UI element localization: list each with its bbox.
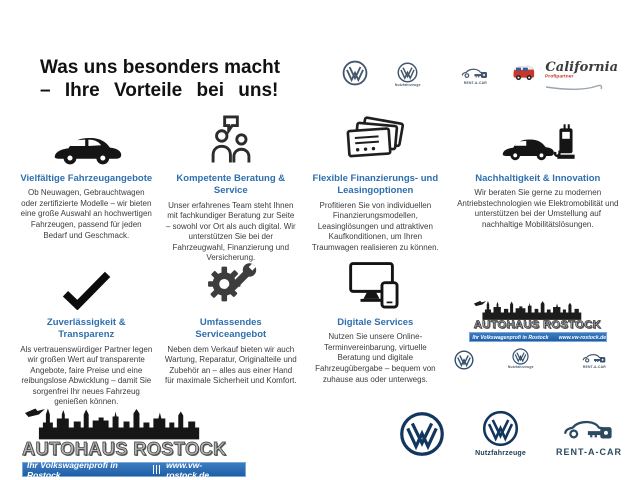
feature-title: Umfassendes Serviceangebot	[195, 317, 267, 341]
feature-title: Digitale Services	[337, 317, 414, 328]
rostock-skyline-icon	[22, 397, 236, 440]
vw-roundel-icon	[397, 62, 418, 83]
vw-logo-header	[342, 60, 368, 86]
rentacar-caption: RENT-A-CAR	[583, 365, 607, 369]
rentacar-logo-footer	[556, 417, 622, 457]
nutzfahrzeuge-caption: Nutzfahrzeuge	[507, 365, 534, 369]
feature-title: Zuverlässigkeit & Transparenz	[46, 317, 126, 341]
vw-nutzfahrzeuge-logo-header	[377, 60, 439, 88]
header-logo-strip	[342, 60, 618, 96]
vw-roundel-icon	[482, 410, 519, 447]
autohaus-brand-block	[452, 256, 624, 408]
nutzfahrzeuge-caption: Nutzfahrzeuge	[394, 83, 421, 87]
vw-logo-mini	[454, 350, 474, 370]
feature-text: Unser erfahrenes Team steht Ihnen mit fachkundiger Beratung zur Seite – sowohl vor Ort als auch digital. Wir unterstützen Sie bei der Fahrzeugwahl, Finanzierung und Versicherung.	[165, 200, 296, 263]
rentacar-logo-mini	[567, 352, 622, 370]
consultation-icon	[165, 112, 298, 166]
feature-title: Flexible Finanzierungs- und Leasingoptionen	[312, 173, 439, 197]
vw-roundel-icon	[399, 411, 445, 457]
tagline-text: Ihr Volkswagenprofi in Rostock	[472, 334, 549, 340]
digital-devices-icon	[309, 256, 442, 310]
rent-a-car-icon	[560, 417, 618, 443]
swoosh-icon	[545, 83, 607, 92]
feature-title: Vielfältige Fahrzeugangebote	[20, 173, 153, 184]
feature-text: Wir beraten Sie gerne zu modernen Antriebstechnologien wie Elektromobilität und unterstützen bei der Umstellung auf nachhaltige Mobilitätslösungen.	[457, 188, 619, 229]
tagline-text: Ihr Volkswagenprofi in Rostock	[27, 459, 118, 480]
vw-roundel-icon	[454, 350, 474, 370]
gear-wrench-icon	[165, 256, 298, 310]
rentacar-caption: RENT-A-CAR	[463, 81, 487, 85]
vw-nutzfahrzeuge-logo-footer	[475, 410, 526, 457]
separator	[153, 465, 160, 474]
rentacar-caption: RENT-A-CAR	[556, 447, 622, 457]
feature-grid	[18, 112, 624, 408]
rentacar-logo-header	[448, 60, 503, 86]
brand-logos-row	[454, 348, 622, 370]
rostock-skyline-icon	[472, 294, 604, 320]
feature-title: Kompetente Beratung & Service	[176, 173, 286, 197]
website-url: www.vw-rostock.de	[558, 334, 606, 340]
feature-vehicles	[18, 112, 155, 242]
california-profipartner-logo	[545, 61, 618, 96]
feature-financing	[307, 112, 444, 252]
vw-roundel-icon	[342, 60, 368, 86]
autohaus-rostock-wordmark: AUTOHAUS ROSTOCK	[474, 319, 602, 331]
tagline-bar	[469, 332, 607, 342]
website-url: www.vw-rostock.de	[166, 459, 210, 480]
vw-nutzfahrzeuge-logo-mini	[490, 348, 552, 370]
feature-title: Nachhaltigkeit & Innovation	[475, 173, 601, 184]
page-title-line2: – Ihre Vorteile bei uns!	[40, 80, 279, 101]
profipartner-label: Profipartner	[545, 73, 574, 79]
feature-text: Neben dem Verkauf bieten wir auch Wartung, Reparatur, Originalteile und Zubehör an – alles aus einer Hand für maximale Sicherheit und Komfort.	[164, 344, 297, 386]
vw-roundel-icon	[512, 348, 529, 365]
autohaus-rostock-wordmark: AUTOHAUS ROSTOCK	[22, 438, 227, 459]
feature-text: Nutzen Sie unsere Online-Terminvereinbarung, virtuelle Beratung und digitale Fahrzeugübergabe – bequem von zuhause aus oder unterwegs.	[315, 332, 436, 384]
california-wordmark: California	[545, 60, 618, 75]
autohaus-rostock-logo	[22, 397, 238, 480]
checkmark-icon	[20, 256, 153, 310]
vw-logo-footer	[399, 411, 445, 457]
tagline-bar	[22, 459, 246, 480]
camper-van-icon	[511, 63, 536, 81]
feature-digital	[307, 256, 444, 408]
feature-service	[163, 256, 300, 408]
feature-text: Ob Neuwagen, Gebrauchtwagen oder zertifizierte Modelle – wir bieten eine große Auswahl an hochwertigen Fahrzeugen, passend für jeden Bedarf und Geschmack.	[20, 188, 152, 240]
banknotes-icon	[309, 112, 442, 166]
nutzfahrzeuge-caption: Nutzfahrzeuge	[475, 450, 526, 457]
feature-text: Als vertrauenswürdiger Partner legen wir großen Wert auf transparente Angebote, faire Preise und eine reibungslose Abwicklung – damit Sie sorgenfrei Ihr neues Fahrzeug genießen können.	[20, 344, 153, 407]
page-title-line1: Was uns besonders macht	[40, 57, 281, 78]
feature-sustainability	[452, 112, 624, 242]
feature-text: Profitieren Sie von individuellen Finanzierungsmodellen, Leasinglösungen und attraktiven Kaufkonditionen, um Ihren Traumwagen realisieren zu können.	[311, 200, 439, 252]
feature-consulting	[163, 112, 300, 263]
california-camper-logo	[511, 60, 536, 81]
feature-reliability	[18, 256, 155, 408]
footer-logo-strip	[399, 410, 622, 457]
car-icon	[20, 112, 153, 166]
electric-car-icon	[454, 112, 622, 166]
page-title	[40, 56, 280, 102]
